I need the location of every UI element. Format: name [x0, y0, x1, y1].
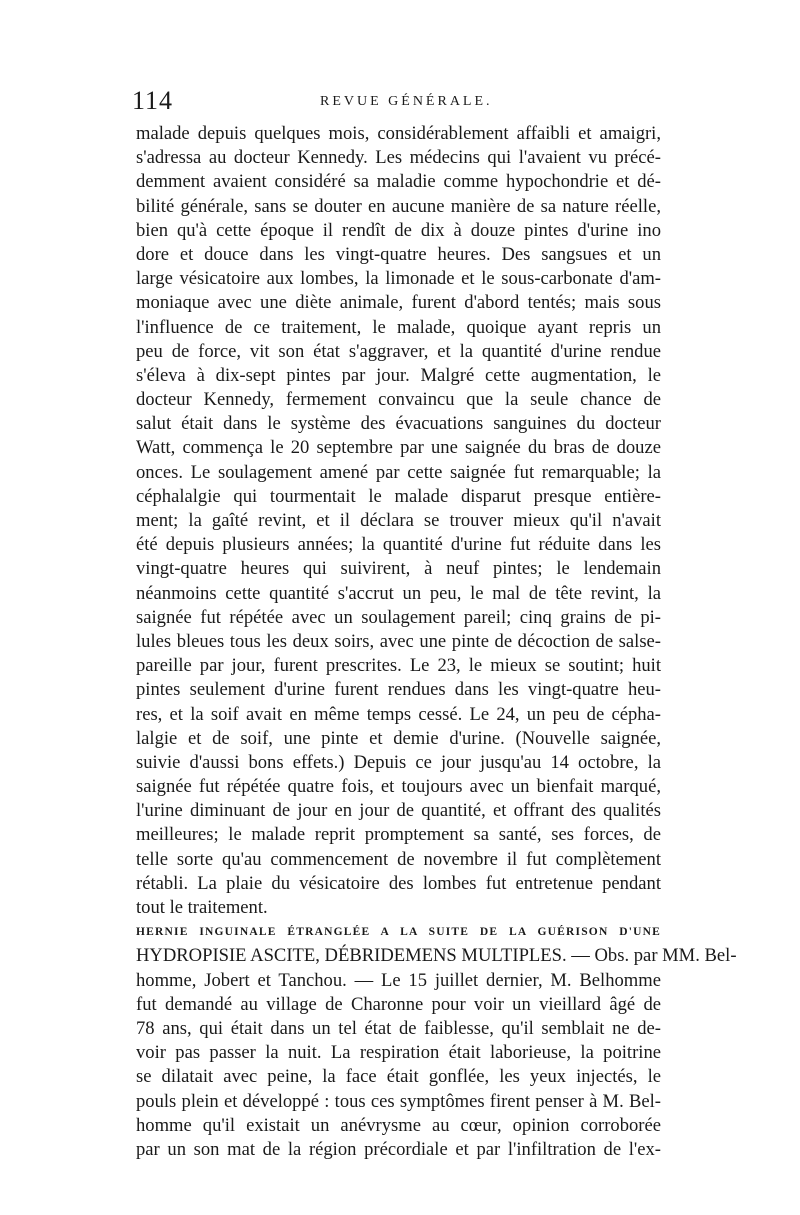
text-line: docteur Kennedy, fermement convaincu que la seule chance de	[136, 389, 661, 411]
text-line: pouls plein et développé : tous ces symptômes firent penser à M. Bel-	[136, 1090, 661, 1112]
page-number: 114	[132, 86, 174, 115]
text-line: ment; la gaîté revint, et il déclara se trouver mieux qu'il n'avait	[136, 510, 661, 531]
text-line: lules bleues tous les deux soirs, avec une pinte de décoction de salse-	[136, 630, 661, 652]
text-line: rétabli. La plaie du vésicatoire des lombes fut entretenue pendant	[136, 872, 661, 894]
text-line: par un son mat de la région précordiale et par l'infiltration de l'ex-	[136, 1138, 661, 1160]
text-line: meilleures; le malade reprit promptement sa santé, ses forces, de	[136, 824, 661, 846]
text-line: été depuis plusieurs années; la quantité d'urine fut réduite dans les	[136, 534, 661, 556]
text-line: l'influence de ce traitement, le malade, quoique ayant repris un	[136, 316, 661, 338]
text-line: saignée fut répétée quatre fois, et toujours avec un bienfait marqué,	[136, 776, 661, 798]
page-header	[132, 86, 667, 116]
text-line: malade depuis quelques mois, considérablement affaibli et amaigri,	[136, 123, 661, 144]
text-line: dore et douce dans les vingt-quatre heures. Des sangsues et un	[136, 243, 661, 265]
text-line: res, et la soif avait en même temps cessé. Le 24, un peu de cépha-	[136, 703, 661, 725]
text-line: pareille par jour, furent prescrites. Le 23, le mieux se soutint; huit	[136, 655, 661, 677]
text-line: moniaque avec une diète animale, furent d'abord tentés; mais sous	[136, 292, 661, 314]
text-line: homme qu'il existait un anévrysme au cœur, opinion corroborée	[136, 1114, 661, 1136]
text-line: s'éleva à dix-sept pintes par jour. Malgré cette augmentation, le	[136, 364, 661, 386]
text-line: HYDROPISIE ASCITE, DÉBRIDEMENS MULTIPLES. — Obs. par MM. Bel-	[136, 945, 737, 967]
text-line: saignée fut répétée avec un soulagement pareil; cinq grains de pi-	[136, 606, 661, 628]
text-line: telle sorte qu'au commencement de novembre il fut complètement	[136, 848, 661, 870]
text-line: bilité générale, sans se douter en aucune manière de sa nature réelle,	[136, 195, 661, 217]
text-line: néanmoins cette quantité s'accrut un peu, le mal de tête revint, la	[136, 582, 661, 604]
text-line: homme, Jobert et Tanchou. — Le 15 juillet dernier, M. Belhomme	[136, 969, 661, 991]
text-line: l'urine diminuant de jour en jour de quantité, et offrant des qualités	[136, 800, 661, 822]
text-line: céphalalgie qui tourmentait le malade disparut presque entière-	[136, 485, 661, 507]
section-heading-line: HERNIE INGUINALE ÉTRANGLÉE A LA SUITE DE LA GUÉRISON D'UNE	[136, 926, 661, 939]
text-line: demment avaient considéré sa maladie comme hypochondrie et dé-	[136, 171, 661, 193]
text-line: s'adressa au docteur Kennedy. Les médecins qui l'avaient vu précé-	[136, 147, 661, 169]
text-line: Watt, commença le 20 septembre par une saignée du bras de douze	[136, 437, 661, 459]
text-line: peu de force, vit son état s'aggraver, et la quantité d'urine rendue	[136, 340, 661, 362]
text-line: vingt-quatre heures qui suivirent, à neuf pintes; le lendemain	[136, 558, 661, 580]
text-line: fut demandé au village de Charonne pour voir un vieillard âgé de	[136, 993, 661, 1015]
text-line: suivie d'aussi bons effets.) Depuis ce jour jusqu'au 14 octobre, la	[136, 751, 661, 773]
text-line: voir pas passer la nuit. La respiration était laborieuse, la poitrine	[136, 1042, 661, 1064]
text-line: onces. Le soulagement amené par cette saignée fut remarquable; la	[136, 461, 661, 483]
text-line: pintes seulement d'urine furent rendues dans les vingt-quatre heu-	[136, 679, 661, 701]
text-line: se dilatait avec peine, la face était gonflée, les yeux injectés, le	[136, 1066, 661, 1088]
text-line: large vésicatoire aux lombes, la limonade et le sous-carbonate d'am-	[136, 268, 661, 290]
text-line: bien qu'à cette époque il rendît de dix à douze pintes d'urine ino	[136, 219, 661, 241]
body-text	[136, 122, 737, 1162]
text-line: lalgie et de soif, une pinte et demie d'urine. (Nouvelle saignée,	[136, 727, 661, 749]
text-line: salut était dans le système des évacuations sanguines du docteur	[136, 413, 661, 435]
running-title: REVUE GÉNÉRALE.	[320, 94, 493, 109]
text-line: 78 ans, qui était dans un tel état de faiblesse, qu'il semblait ne de-	[136, 1017, 661, 1039]
text-line: tout le traitement.	[136, 897, 268, 918]
